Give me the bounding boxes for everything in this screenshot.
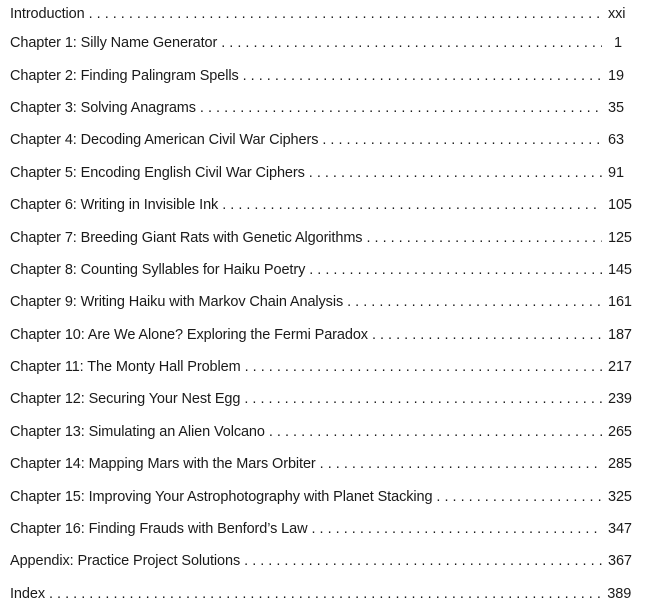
toc-entry-title: Appendix: Practice Project Solutions <box>10 553 244 569</box>
toc-entry-chapter-9 <box>10 286 632 318</box>
dot-leader <box>366 229 602 247</box>
toc-entry-page: 187 <box>608 326 632 343</box>
toc-entry-title: Chapter 1: Silly Name Generator <box>10 35 221 51</box>
toc-entry-title: Chapter 14: Mapping Mars with the Mars Orbiter <box>10 456 320 472</box>
toc-entry-chapter-4 <box>10 124 622 156</box>
toc-entry-page: 265 <box>608 423 632 440</box>
toc-entry-chapter-1 <box>10 27 622 59</box>
toc-entry-page: 63 <box>608 132 624 149</box>
toc-entry-chapter-7 <box>10 221 632 253</box>
toc-entry-title: Chapter 16: Finding Frauds with Benford’s Law <box>10 521 311 537</box>
toc-entry-chapter-5 <box>10 157 622 189</box>
toc-entry-page: 19 <box>608 67 624 84</box>
toc-entry-title: Chapter 10: Are We Alone? Exploring the Fermi Paradox <box>10 327 372 343</box>
toc-entry-page: 285 <box>608 456 632 473</box>
dot-leader <box>309 261 602 279</box>
toc-entry-title: Chapter 3: Solving Anagrams <box>10 100 200 116</box>
dot-leader <box>200 99 602 117</box>
dot-leader <box>221 34 602 52</box>
toc-entry-title: Chapter 6: Writing in Invisible Ink <box>10 197 222 213</box>
toc-entry-chapter-14 <box>10 448 632 480</box>
toc-entry-title: Chapter 12: Securing Your Nest Egg <box>10 391 244 407</box>
toc-entry-chapter-8 <box>10 254 632 286</box>
toc-entry-page: xxi <box>608 5 626 22</box>
toc-entry-chapter-16 <box>10 513 632 545</box>
toc-entry-chapter-2 <box>10 59 622 91</box>
toc-entry-chapter-11 <box>10 351 632 383</box>
table-of-contents <box>10 0 632 610</box>
toc-entry-title: Chapter 9: Writing Haiku with Markov Chain Analysis <box>10 294 347 310</box>
dot-leader <box>243 67 602 85</box>
dot-leader <box>309 164 602 182</box>
dot-leader <box>436 488 602 506</box>
toc-entry-chapter-6 <box>10 189 632 221</box>
dot-leader <box>311 520 602 538</box>
toc-entry-index <box>10 578 632 610</box>
toc-entry-page: 105 <box>608 197 632 214</box>
toc-entry-title: Chapter 11: The Monty Hall Problem <box>10 359 245 375</box>
toc-entry-page: 367 <box>608 553 632 570</box>
dot-leader <box>222 196 602 214</box>
toc-entry-page: 125 <box>608 229 632 246</box>
toc-entry-title: Chapter 4: Decoding American Civil War Ciphers <box>10 132 322 148</box>
toc-entry-chapter-3 <box>10 92 622 124</box>
toc-entry-title: Chapter 7: Breeding Giant Rats with Genetic Algorithms <box>10 230 366 246</box>
toc-entry-title: Chapter 2: Finding Palingram Spells <box>10 68 243 84</box>
toc-entry-title: Chapter 5: Encoding English Civil War Ciphers <box>10 165 309 181</box>
dot-leader <box>347 293 602 311</box>
toc-entry-title: Chapter 15: Improving Your Astrophotography with Planet Stacking <box>10 489 436 505</box>
toc-entry-page: 217 <box>608 359 632 376</box>
toc-entry-title: Introduction <box>10 6 89 22</box>
toc-entry-page: 145 <box>608 261 632 278</box>
dot-leader <box>269 423 602 441</box>
toc-entry-page: 325 <box>608 488 632 505</box>
dot-leader <box>372 326 602 344</box>
toc-entry-page: 347 <box>608 521 632 538</box>
toc-entry-title: Index <box>10 586 49 602</box>
toc-entry-introduction <box>10 0 626 27</box>
dot-leader <box>320 455 602 473</box>
toc-entry-appendix <box>10 545 632 577</box>
toc-entry-page: 35 <box>608 99 624 116</box>
toc-entry-chapter-10 <box>10 319 632 351</box>
toc-entry-title: Chapter 13: Simulating an Alien Volcano <box>10 424 269 440</box>
dot-leader <box>49 585 601 603</box>
dot-leader <box>89 5 602 23</box>
toc-entry-page: 239 <box>608 391 632 408</box>
toc-entry-page: 389 <box>607 585 632 602</box>
dot-leader <box>245 358 602 376</box>
toc-entry-page: 1 <box>614 35 622 52</box>
toc-entry-chapter-15 <box>10 480 632 512</box>
toc-entry-chapter-13 <box>10 416 632 448</box>
toc-entry-page: 91 <box>608 164 624 181</box>
dot-leader <box>322 131 602 149</box>
toc-entry-chapter-12 <box>10 383 632 415</box>
toc-entry-page: 161 <box>608 294 632 311</box>
toc-entry-title: Chapter 8: Counting Syllables for Haiku Poetry <box>10 262 309 278</box>
dot-leader <box>244 552 602 570</box>
dot-leader <box>244 390 602 408</box>
